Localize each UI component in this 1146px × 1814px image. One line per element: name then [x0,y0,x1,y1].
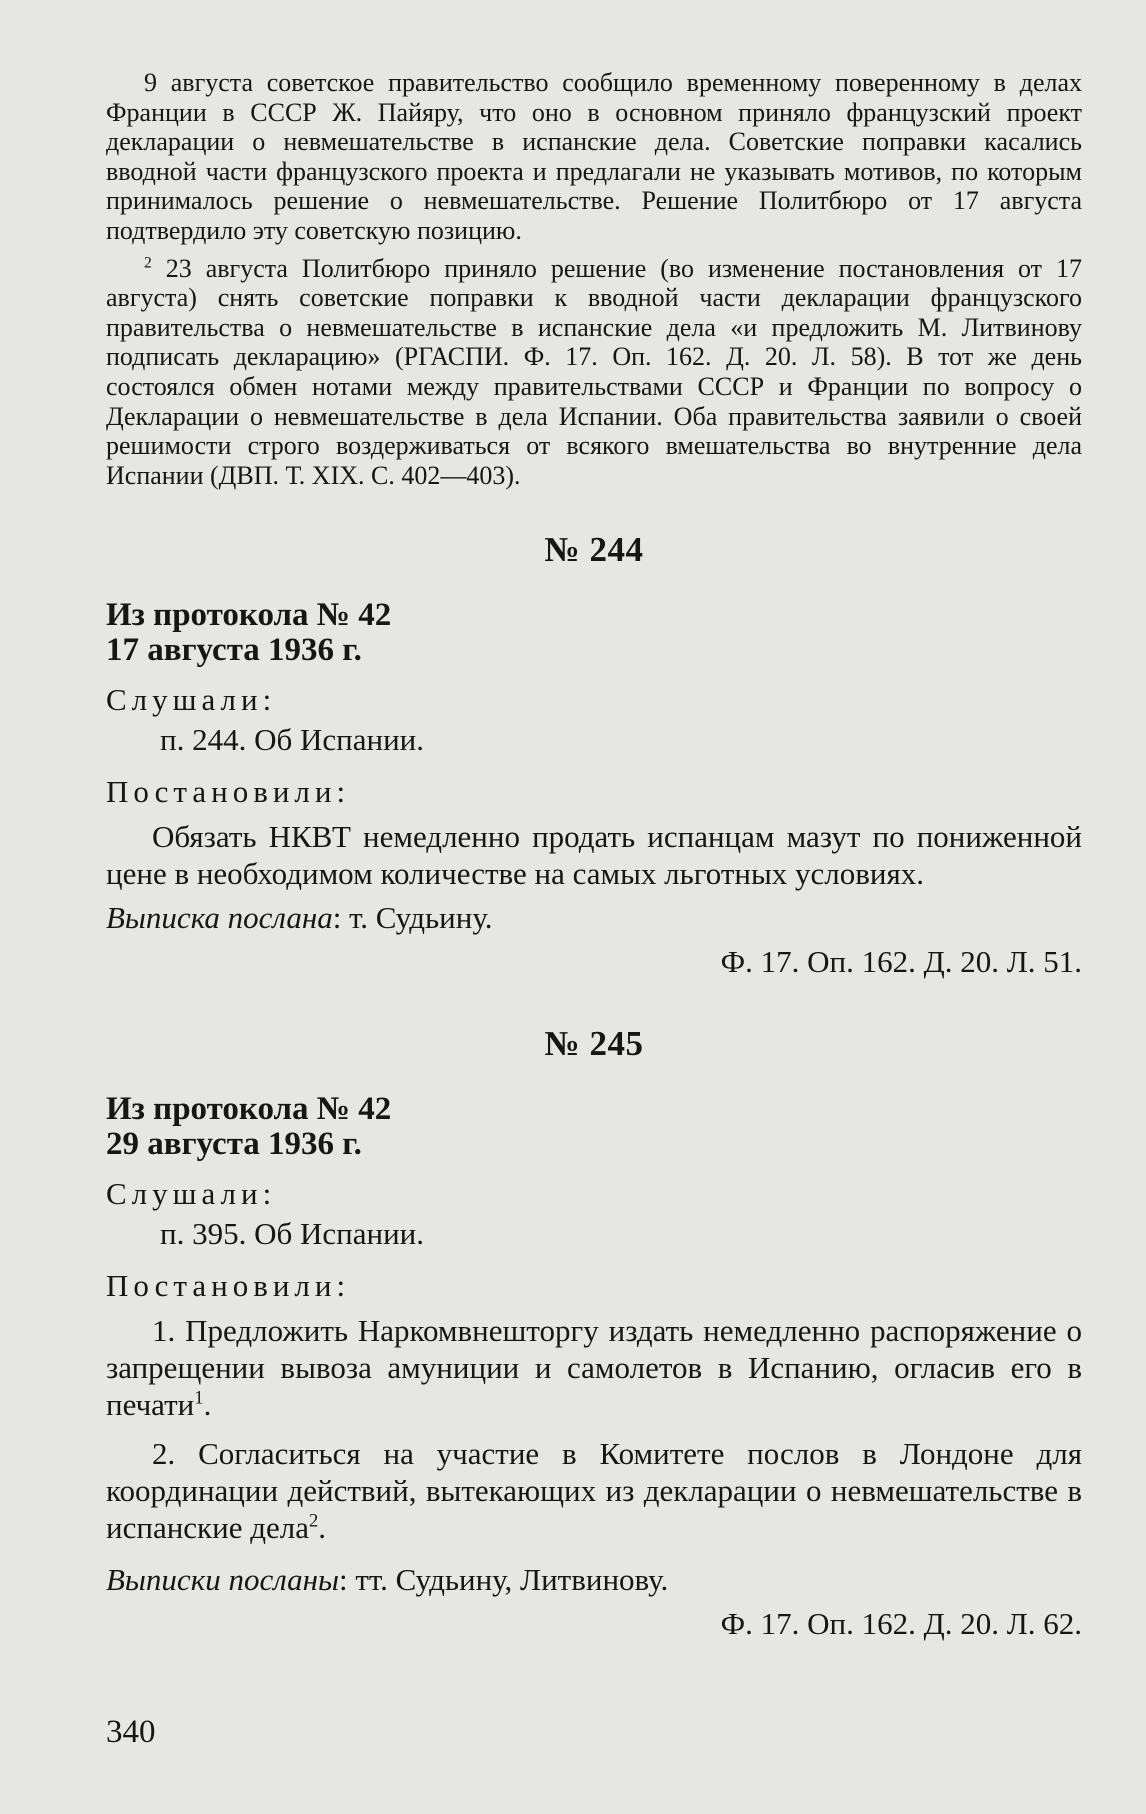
resolution-245-2-end: . [318,1510,327,1546]
footnote-2-mark: 2 [144,253,152,271]
footnote-2 [106,254,1082,491]
page-number: 340 [106,1714,156,1750]
footnote-1: 9 августа советское правительство сообщило временному поверенному в делах Франции в СССР Ж. Пайяру, что оно в основном приняло французский проект декларации о невмешательстве в испанские дела. Советские поправки касались вводной части французского проекта и предлагали не указывать мотивов, по которым принималось решение о невмешательстве. Решение Политбюро от 17 августа подтвердило эту советскую позицию. [106,68,1082,245]
resolution-245-2 [106,1435,1082,1546]
heard-item-245: п. 395. Об Испании. [160,1216,425,1252]
sent-to-245 [106,1560,1082,1600]
resolved-label-245: Постановили: [106,1268,351,1304]
protocol-date-245: 29 августа 1936 г. [106,1126,362,1163]
document-number-245: № 245 [544,1024,644,1064]
archive-ref-245: Ф. 17. Оп. 162. Д. 20. Л. 62. [720,1606,1082,1642]
heard-label-244: Слушали: [106,682,277,718]
sent-label-244: Выписка послана [106,900,333,936]
sent-recipient-244: : т. Судьину. [332,900,493,936]
protocol-date-244: 17 августа 1936 г. [106,632,362,669]
sent-label-245: Выписки посланы [106,1562,339,1598]
footnote-2-text: 23 августа Политбюро приняло решение (во изменение постановления от 17 августа) снять советские поправки к вводной части декларации французского правительства о невмешательстве в испанские дела «и предложить М. Литвинову подписать декларацию» (РГАСПИ. Ф. 17. Оп. 162. Д. 20. Л. 58). В тот же день состоялся обмен нотами между правительствами СССР и Франции по вопросу о Декларации о невмешательстве в дела Испании. Оба правительства заявили о своей решимости строго воздерживаться от всякого вмешательства во внутренние дела Испании (ДВП. Т. XIX. С. 402—403). [106,253,1082,490]
resolution-244: Обязать НКВТ немедленно продать испанцам мазут по пониженной цене в необходимом количестве на самых льготных условиях. [106,819,1082,892]
archive-ref-244: Ф. 17. Оп. 162. Д. 20. Л. 51. [720,944,1082,980]
heard-item-244: п. 244. Об Испании. [160,722,425,758]
footnote-ref-1: 1 [194,1387,204,1409]
resolution-245-1 [106,1312,1082,1423]
protocol-title-244: Из протокола № 42 [106,597,392,634]
sent-recipient-245: : тт. Судьину, Литвинову. [338,1562,669,1598]
protocol-title-245: Из протокола № 42 [106,1091,392,1128]
resolution-245-1-text: 1. Предложить Наркомвнешторгу издать немедленно распоряжение о запрещении вывоза амуниции и самолетов в Испанию, огласив его в печати [106,1313,1082,1423]
resolution-245-1-end: . [203,1387,212,1423]
document-number-244: № 244 [544,530,644,570]
resolved-label-244: Постановили: [106,774,351,810]
resolution-245-2-text: 2. Согласиться на участие в Комитете послов в Лондоне для координации действий, вытекающих из декларации о невмешательстве в испанские дела [106,1436,1082,1546]
footnote-ref-2: 2 [308,1510,319,1532]
heard-label-245: Слушали: [106,1176,277,1212]
sent-to-244 [106,898,1082,938]
